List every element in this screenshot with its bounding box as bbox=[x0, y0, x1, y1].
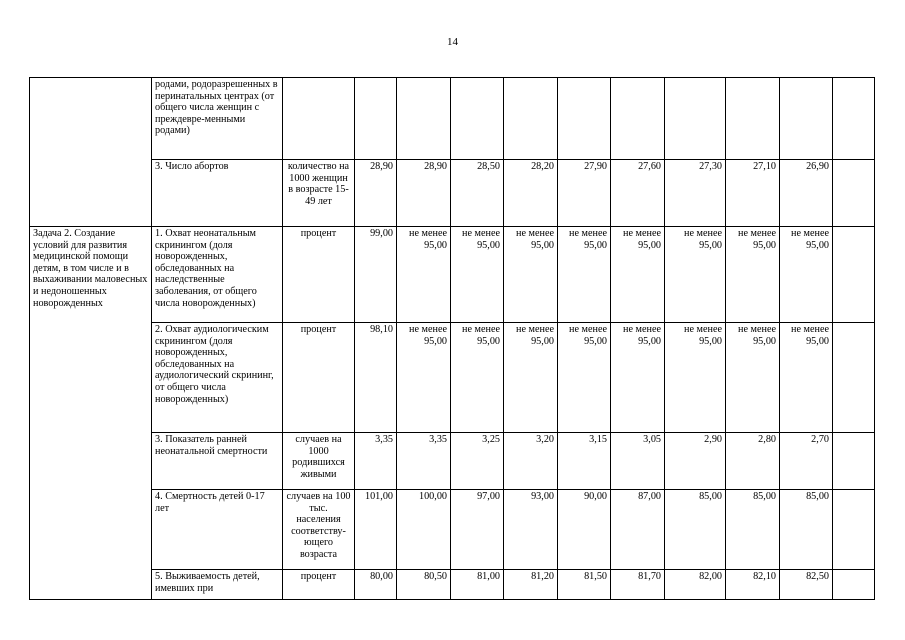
unit-cell: случаев на 1000 родившихся живыми bbox=[283, 433, 355, 490]
value-cell: 3,25 bbox=[451, 433, 504, 490]
indicators-table bbox=[29, 77, 875, 600]
indicator-cell: 1. Охват неонатальным скринингом (доля новорожденных, обследованных на наследственные заболевания, от общего числа новорожденных) bbox=[152, 227, 283, 323]
empty-cell bbox=[833, 78, 875, 160]
value-cell: 81,50 bbox=[558, 570, 611, 600]
value-cell: не менее 95,00 bbox=[504, 323, 558, 433]
value-cell: 85,00 bbox=[726, 490, 780, 570]
value-cell: 81,20 bbox=[504, 570, 558, 600]
value-cell: 26,90 bbox=[780, 160, 833, 227]
indicator-cell: родами, родоразрешенных в перинатальных центрах (от общего числа женщин с преждевре-менными родами) bbox=[152, 78, 283, 160]
value-cell: 28,50 bbox=[451, 160, 504, 227]
task-cell bbox=[30, 78, 152, 227]
value-cell: 3,35 bbox=[397, 433, 451, 490]
table-row bbox=[30, 227, 875, 323]
value-cell: 82,00 bbox=[665, 570, 726, 600]
value-cell: 93,00 bbox=[504, 490, 558, 570]
unit-cell: количество на 1000 женщин в возрасте 15-49 лет bbox=[283, 160, 355, 227]
unit-cell: случаев на 100 тыс. населения соответству-ющего возраста bbox=[283, 490, 355, 570]
value-cell: 80,00 bbox=[355, 570, 397, 600]
page-number: 14 bbox=[447, 36, 458, 48]
value-cell: 3,35 bbox=[355, 433, 397, 490]
value-cell: не менее 95,00 bbox=[397, 227, 451, 323]
value-cell: 27,30 bbox=[665, 160, 726, 227]
indicator-cell: 3. Показатель ранней неонатальной смертности bbox=[152, 433, 283, 490]
value-cell bbox=[558, 78, 611, 160]
value-cell: 28,90 bbox=[355, 160, 397, 227]
value-cell: 99,00 bbox=[355, 227, 397, 323]
value-cell bbox=[611, 78, 665, 160]
value-cell: 2,80 bbox=[726, 433, 780, 490]
value-cell: 82,10 bbox=[726, 570, 780, 600]
empty-cell bbox=[833, 570, 875, 600]
value-cell: 27,90 bbox=[558, 160, 611, 227]
value-cell bbox=[780, 78, 833, 160]
value-cell: не менее 95,00 bbox=[665, 323, 726, 433]
value-cell: 101,00 bbox=[355, 490, 397, 570]
value-cell: 97,00 bbox=[451, 490, 504, 570]
value-cell: 90,00 bbox=[558, 490, 611, 570]
value-cell: не менее 95,00 bbox=[665, 227, 726, 323]
value-cell: 100,00 bbox=[397, 490, 451, 570]
table-row bbox=[30, 433, 875, 490]
value-cell: 3,15 bbox=[558, 433, 611, 490]
table-row bbox=[30, 160, 875, 227]
indicator-cell: 3. Число абортов bbox=[152, 160, 283, 227]
empty-cell bbox=[833, 160, 875, 227]
value-cell: не менее 95,00 bbox=[726, 323, 780, 433]
value-cell: не менее 95,00 bbox=[397, 323, 451, 433]
value-cell bbox=[355, 78, 397, 160]
table-row bbox=[30, 78, 875, 160]
value-cell: не менее 95,00 bbox=[726, 227, 780, 323]
value-cell bbox=[665, 78, 726, 160]
value-cell bbox=[397, 78, 451, 160]
empty-cell bbox=[833, 490, 875, 570]
indicator-cell: 2. Охват аудиологическим скринингом (доля новорожденных, обследованных на аудиологический скрининг, от общего числа новорожденных) bbox=[152, 323, 283, 433]
value-cell: 81,00 bbox=[451, 570, 504, 600]
empty-cell bbox=[833, 433, 875, 490]
value-cell: не менее 95,00 bbox=[780, 323, 833, 433]
value-cell: 82,50 bbox=[780, 570, 833, 600]
value-cell: 28,90 bbox=[397, 160, 451, 227]
value-cell: 27,10 bbox=[726, 160, 780, 227]
value-cell: не менее 95,00 bbox=[558, 227, 611, 323]
table-row bbox=[30, 490, 875, 570]
value-cell: не менее 95,00 bbox=[451, 323, 504, 433]
value-cell: 3,05 bbox=[611, 433, 665, 490]
value-cell: не менее 95,00 bbox=[611, 227, 665, 323]
empty-cell bbox=[833, 227, 875, 323]
table-row bbox=[30, 323, 875, 433]
empty-cell bbox=[833, 323, 875, 433]
unit-cell: процент bbox=[283, 323, 355, 433]
value-cell: 81,70 bbox=[611, 570, 665, 600]
value-cell: 87,00 bbox=[611, 490, 665, 570]
unit-cell bbox=[283, 78, 355, 160]
task-cell: Задача 2. Создание условий для развития медицинской помощи детям, в том числе и в выхаживании маловесных и недоношенных новорожденных bbox=[30, 227, 152, 600]
indicator-cell: 4. Смертность детей 0-17 лет bbox=[152, 490, 283, 570]
value-cell: не менее 95,00 bbox=[451, 227, 504, 323]
value-cell: 28,20 bbox=[504, 160, 558, 227]
value-cell: 2,70 bbox=[780, 433, 833, 490]
value-cell: не менее 95,00 bbox=[611, 323, 665, 433]
value-cell: 85,00 bbox=[780, 490, 833, 570]
value-cell: не менее 95,00 bbox=[504, 227, 558, 323]
table-row bbox=[30, 570, 875, 600]
unit-cell: процент bbox=[283, 227, 355, 323]
value-cell: не менее 95,00 bbox=[780, 227, 833, 323]
value-cell: 27,60 bbox=[611, 160, 665, 227]
value-cell: не менее 95,00 bbox=[558, 323, 611, 433]
value-cell bbox=[726, 78, 780, 160]
value-cell bbox=[451, 78, 504, 160]
unit-cell: процент bbox=[283, 570, 355, 600]
value-cell bbox=[504, 78, 558, 160]
indicator-cell: 5. Выживаемость детей, имевших при bbox=[152, 570, 283, 600]
value-cell: 2,90 bbox=[665, 433, 726, 490]
value-cell: 98,10 bbox=[355, 323, 397, 433]
value-cell: 85,00 bbox=[665, 490, 726, 570]
value-cell: 3,20 bbox=[504, 433, 558, 490]
value-cell: 80,50 bbox=[397, 570, 451, 600]
